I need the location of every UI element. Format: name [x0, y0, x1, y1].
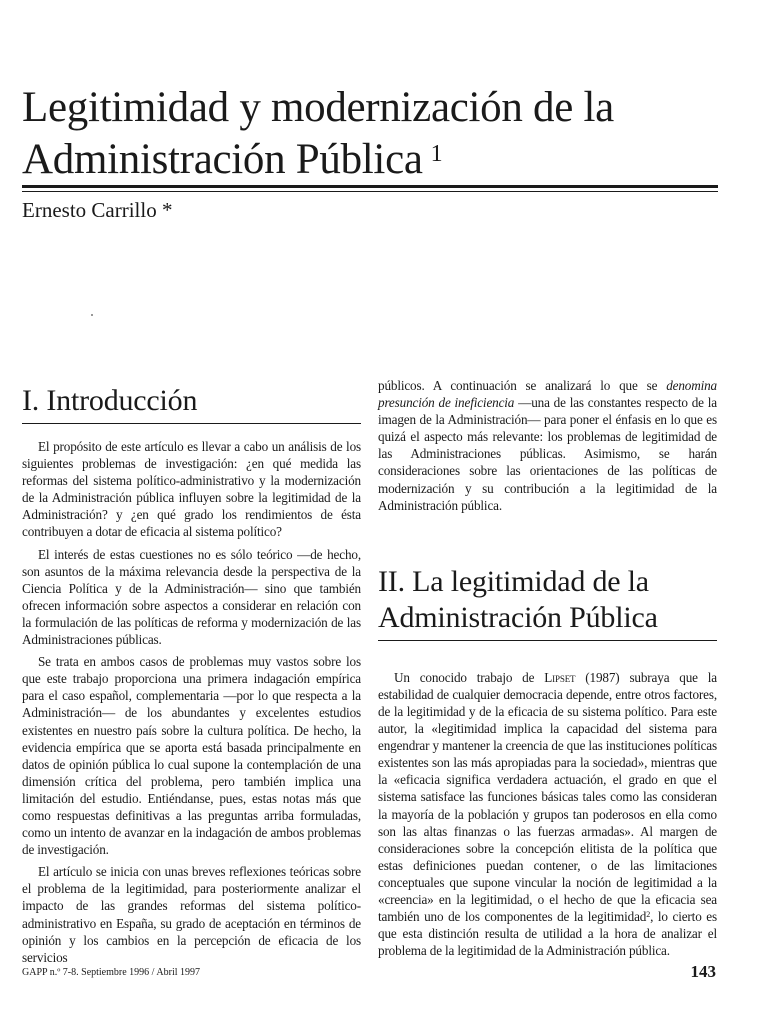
section-2-paragraph-1 — [378, 669, 717, 960]
right-column — [378, 377, 717, 959]
journal-footer: GAPP n.º 7-8. Septiembre 1996 / Abril 1997 — [22, 967, 201, 978]
section-1-paragraph-1: El propósito de este artículo es llevar a cabo un análisis de los siguientes problemas de investigación: ¿en qué medida las reformas del sistema político-administrativo y la modernización de la Administración pública influyen sobre la legitimidad de la Administración? y ¿en qué grado los rendimientos de ésta contribuyen a dotar de eficacia al sistema político? — [22, 439, 361, 540]
article-title — [22, 82, 742, 186]
section-1-continuation — [378, 377, 717, 514]
section-2-heading-line-2: Administración Pública — [378, 600, 658, 634]
title-footnote-marker[interactable]: 1 — [430, 141, 443, 167]
section-2-heading-line-1: II. La legitimidad de la — [378, 564, 649, 598]
continuation-text-b: —una de las constantes respecto de la imagen de la Administración— para poner el énfasis en lo que es quizá el aspecto más relevante: los problemas de legitimidad de las Administraciones públicas. Asimismo, se harán consideraciones sobre las orientaciones de las políticas de modernización y su contribución a la legitimidad de la Administración pública. — [378, 395, 717, 513]
section-spacer — [378, 514, 717, 564]
continuation-emphasis: denomina presunción de ineficiencia — [378, 378, 717, 411]
title-line-1: Legitimidad y modernización de la — [22, 84, 614, 131]
title-rule-thin — [22, 191, 718, 192]
continuation-text-a: públicos. A continuación se analizará lo que se — [378, 378, 667, 393]
section-2-text-c: , lo cierto es que esta distinción resulta de utilidad a la hora de analizar el problema de la legitimidad de la Administración pública. — [378, 909, 717, 959]
stray-dot — [91, 314, 93, 316]
section-1-rule — [22, 423, 361, 424]
footnote-marker-2[interactable]: 2 — [646, 910, 651, 920]
title-rule-thick — [22, 185, 718, 188]
section-2-text-a: Un conocido trabajo de — [394, 669, 545, 685]
citation-lipset: Lipset — [544, 669, 576, 685]
section-2-text-b: (1987) subraya que la estabilidad de cualquier democracia depende, entre otros factores, de la legitimidad y de la eficacia de su sistema político. Para este autor, la «legitimidad implica la capacidad del sistema para engendrar y mantener la creencia de que las instituciones políticas existentes son las más apropiadas para la sociedad», mientras que la «eficacia significa verdadera actuación, el grado en que el sistema satisface las funciones básicas tales como las consideran la mayoría de la población y grupos tan poderosos en ella como son las altas finanzas o las fuerzas armadas». Al margen de consideraciones sobre la concepción elitista de la política que estas definiciones puedan contener, o de las limitaciones conceptuales que supone vincular la noción de legitimidad a la «creencia» en la legitimidad, o el hecho de que la eficacia sea también uno de los componentes de la legitimidad — [378, 669, 717, 925]
section-1-paragraph-3: Se trata en ambos casos de problemas muy vastos sobre los que este trabajo proporciona una primera indagación empírica para el caso español, complementaria —por lo que respecta a la Administración— de los abundantes y excelentes estudios existentes en nuestro país sobre la cultura política. De hecho, la evidencia empírica que se aporta está basada principalmente en datos de opinión pública lo cual supone la contemplación de una dimensión crítica del problema, pero también implica una limitación del estudio. Entiéndanse, pues, estas notas más que como respuestas definitivas a las preguntas arriba formuladas, como un intento de avanzar en la indagación de ambos problemas de investigación. — [22, 654, 361, 858]
section-2-rule — [378, 640, 717, 641]
title-line-2: Administración Pública — [22, 136, 423, 183]
author-name: Ernesto Carrillo * — [22, 198, 173, 222]
section-1-paragraph-2: El interés de estas cuestiones no es sólo teórico —de hecho, son asuntos de la máxima relevancia desde la perspectiva de la Ciencia Política y de la Administración— sino que también ofrecen información sobre aspectos a considerar en relación con la formulación de las políticas de reforma y modernización de las Administraciones públicas. — [22, 546, 361, 648]
section-2-heading — [378, 564, 717, 636]
page-number: 143 — [690, 962, 716, 981]
left-column — [22, 383, 361, 966]
section-1-paragraph-4: El artículo se inicia con unas breves reflexiones teóricas sobre el problema de la legitimidad, para posteriormente analizar el impacto de las grandes reformas del sistema político-administrativo en España, su grado de aceptación en términos de opinión y los cambios en la percepción de eficacia de los servicios — [22, 864, 361, 965]
section-1-heading: I. Introducción — [22, 384, 198, 417]
